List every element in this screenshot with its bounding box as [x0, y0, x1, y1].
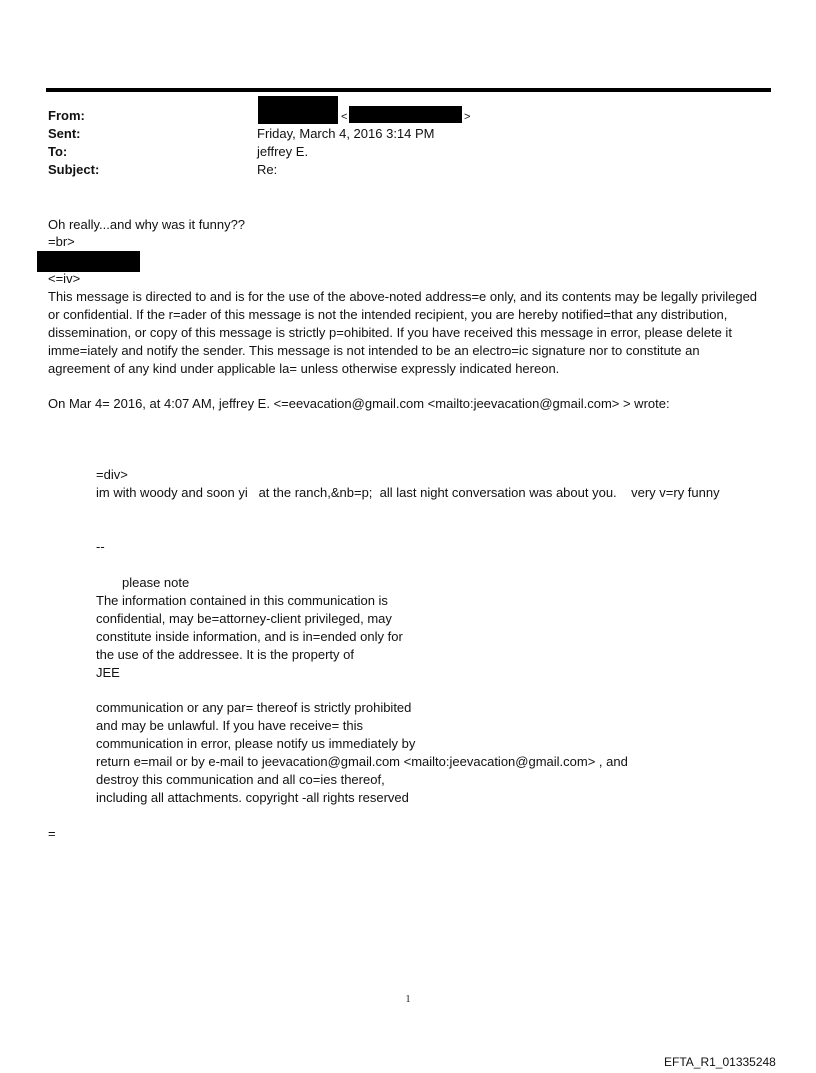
body-line-2: =br> — [48, 234, 75, 249]
signature-redaction — [37, 251, 140, 272]
quoted-message: im with woody and soon yi at the ranch,&nb=p; all last night conversation was about you. very v=ry funny — [96, 485, 720, 500]
from-gt: > — [464, 111, 471, 123]
notice-line: communication or any par= thereof is strictly prohibited — [96, 700, 412, 715]
sent-value: Friday, March 4, 2016 3:14 PM — [257, 126, 435, 141]
notice-line: constitute inside information, and is in=ended only for — [96, 629, 403, 644]
header-rule — [46, 88, 771, 92]
please-note: please note — [122, 575, 190, 590]
subject-value: Re: — [257, 162, 278, 177]
notice-line: The information contained in this communication is — [96, 593, 388, 608]
reply-header-line: On Mar 4= 2016, at 4:07 AM, jeffrey E. <=eevacation@gmail.com <mailto:jeevacation@gmail.com> > wrote: — [48, 396, 670, 411]
notice-line: and may be unlawful. If you have receive= this — [96, 718, 364, 733]
quoted-div-tag: =div> — [96, 467, 128, 482]
page-number: 1 — [405, 994, 411, 1005]
body-line-1: Oh really...and why was it funny?? — [48, 217, 246, 232]
from-lt: < — [341, 111, 348, 123]
notice-line: return e=mail or by e-mail to jeevacation@gmail.com <mailto:jeevacation@gmail.com> , and — [96, 754, 628, 769]
subject-label: Subject: — [48, 162, 100, 177]
from-label: From: — [48, 108, 85, 123]
from-email-redaction — [349, 106, 462, 123]
signature-separator: -- — [96, 539, 105, 554]
notice-line: JEE — [96, 665, 120, 680]
bates-number: EFTA_R1_01335248 — [664, 1055, 776, 1069]
notice-line: destroy this communication and all co=ies thereof, — [96, 772, 385, 787]
from-name-redaction — [258, 96, 338, 124]
notice-line: communication in error, please notify us immediately by — [96, 736, 416, 751]
sent-label: Sent: — [48, 126, 81, 141]
notice-line: confidential, may be=attorney-client privileged, may — [96, 611, 392, 626]
notice-line: including all attachments. copyright -all rights reserved — [96, 790, 409, 805]
trailing-equals: = — [48, 826, 56, 841]
notice-line: the use of the addressee. It is the property of — [96, 647, 354, 662]
to-label: To: — [48, 144, 68, 159]
confidentiality-disclaimer: This message is directed to and is for the use of the above-noted address=e only, and its contents may be legally privileged or confidential. If the r=ader of this message is not the intended recipient, you are hereby notified=that any distribution, dissemination, or copy of this message is strictly p=ohibited. If you have received this message in error, please delete it imme=iately and notify the sender. This message is not intended to be an electro=ic signature nor to constitute an agreement of any kind under applicable la= unless otherwise expressly indicated hereon. — [48, 289, 758, 376]
to-value: jeffrey E. — [257, 144, 309, 159]
body-line-3: <=iv> — [48, 271, 81, 286]
